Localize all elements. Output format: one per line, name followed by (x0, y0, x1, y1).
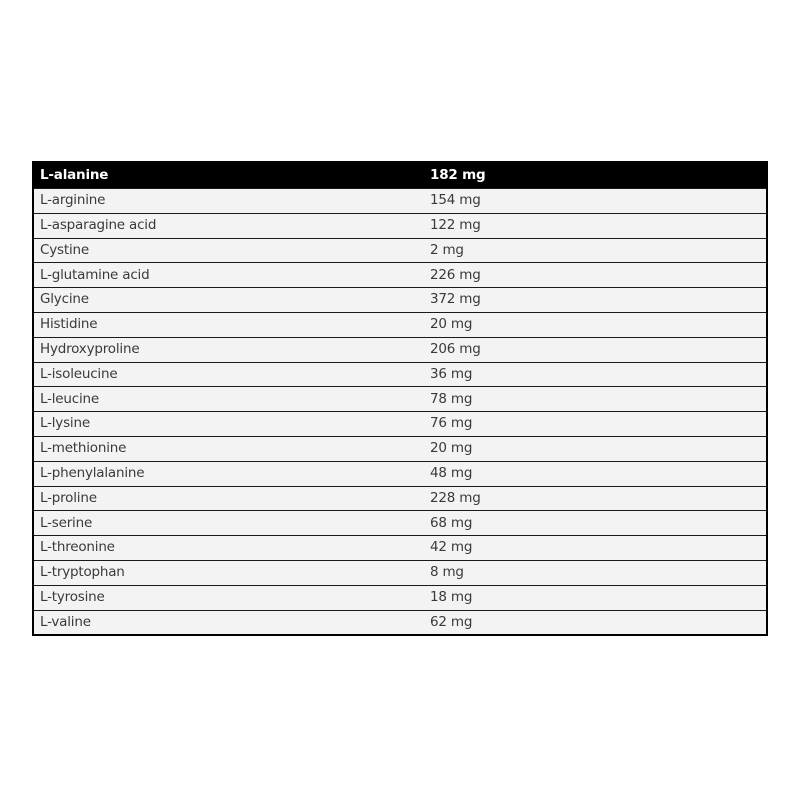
amino-acid-name: L-phenylalanine (34, 461, 422, 486)
header-name-cell: L-alanine (34, 163, 422, 189)
amino-acid-amount: 36 mg (422, 362, 766, 387)
amino-acid-name: L-tryptophan (34, 560, 422, 585)
table-row (34, 288, 766, 313)
table-row (34, 362, 766, 387)
table-row (34, 461, 766, 486)
amino-acid-amount: 2 mg (422, 238, 766, 263)
amino-acid-name: L-valine (34, 610, 422, 634)
amino-acid-name: L-glutamine acid (34, 263, 422, 288)
amino-acid-name: L-proline (34, 486, 422, 511)
table-row (34, 387, 766, 412)
amino-acid-amount: 228 mg (422, 486, 766, 511)
table-row (34, 189, 766, 214)
amino-acid-amount: 154 mg (422, 189, 766, 214)
table-row (34, 263, 766, 288)
amino-acid-amount: 226 mg (422, 263, 766, 288)
amino-acid-name: L-isoleucine (34, 362, 422, 387)
amino-acid-amount: 8 mg (422, 560, 766, 585)
table-row (34, 213, 766, 238)
amino-acid-amount: 62 mg (422, 610, 766, 634)
amino-acid-name: L-serine (34, 511, 422, 536)
amino-acid-amount: 76 mg (422, 412, 766, 437)
table-header-row (34, 163, 766, 189)
amino-acid-name: L-asparagine acid (34, 213, 422, 238)
amino-acid-name: L-lysine (34, 412, 422, 437)
table-row (34, 610, 766, 634)
header-value-cell: 182 mg (422, 163, 766, 189)
amino-acid-amount: 78 mg (422, 387, 766, 412)
amino-acid-name: L-tyrosine (34, 585, 422, 610)
table-row (34, 238, 766, 263)
amino-acid-amount: 20 mg (422, 312, 766, 337)
amino-acid-name: Hydroxyproline (34, 337, 422, 362)
amino-acid-amount: 372 mg (422, 288, 766, 313)
amino-acid-name: L-arginine (34, 189, 422, 214)
amino-acid-amount: 18 mg (422, 585, 766, 610)
amino-acid-name: L-threonine (34, 536, 422, 561)
amino-acid-name: Glycine (34, 288, 422, 313)
amino-acid-table (32, 161, 768, 636)
table-row (34, 337, 766, 362)
amino-acid-amount: 122 mg (422, 213, 766, 238)
amino-acid-amount: 48 mg (422, 461, 766, 486)
amino-acid-table-grid (34, 163, 766, 634)
table-row (34, 511, 766, 536)
amino-acid-name: Cystine (34, 238, 422, 263)
table-row (34, 560, 766, 585)
amino-acid-name: Histidine (34, 312, 422, 337)
amino-acid-name: L-methionine (34, 436, 422, 461)
amino-acid-amount: 68 mg (422, 511, 766, 536)
table-row (34, 536, 766, 561)
amino-acid-amount: 42 mg (422, 536, 766, 561)
amino-acid-name: L-leucine (34, 387, 422, 412)
table-row (34, 585, 766, 610)
table-row (34, 412, 766, 437)
amino-acid-amount: 20 mg (422, 436, 766, 461)
amino-acid-amount: 206 mg (422, 337, 766, 362)
table-row (34, 312, 766, 337)
table-row (34, 486, 766, 511)
table-row (34, 436, 766, 461)
